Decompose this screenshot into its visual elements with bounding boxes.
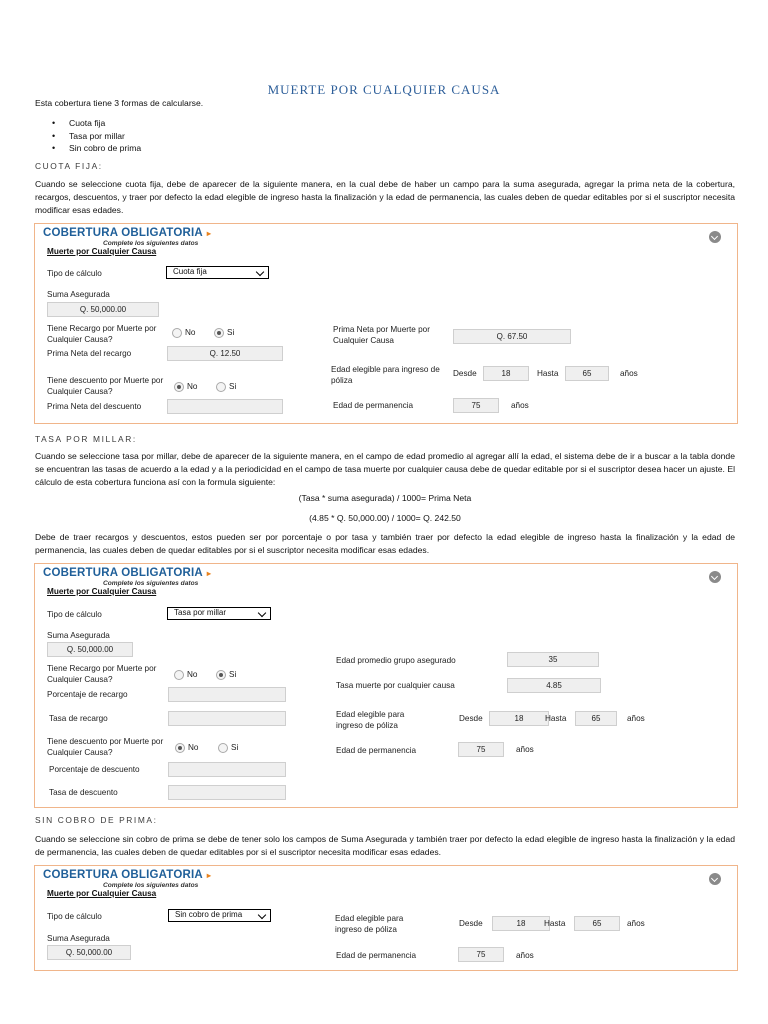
permanencia-label: Edad de permanencia xyxy=(336,746,417,755)
chevron-down-icon xyxy=(258,911,266,919)
suma-asegurada-label: Suma Asegurada xyxy=(47,290,110,299)
tasa-recargo-label: Tasa de recargo xyxy=(49,714,108,723)
chevron-down-icon[interactable] xyxy=(709,571,721,583)
desde-field[interactable]: 18 xyxy=(483,366,529,381)
section-heading-tasa-millar: TASA POR MILLAR: xyxy=(35,434,137,444)
panel-header: COBERTURA OBLIGATORIA ▸ xyxy=(43,869,212,881)
porcentaje-recargo-label: Porcentaje de recargo xyxy=(47,690,128,699)
porcentaje-descuento-label: Porcentaje de descuento xyxy=(49,765,140,774)
edad-promedio-label: Edad promedio grupo asegurado xyxy=(336,656,456,665)
recargo-si-radio[interactable] xyxy=(214,328,224,338)
descuento-no-label: No xyxy=(188,743,199,752)
tasa-recargo-field[interactable] xyxy=(168,711,286,726)
recargo-question: Tiene Recargo por Muerte por Cualquier Causa? xyxy=(47,324,157,344)
tipo-calculo-label: Tipo de cálculo xyxy=(47,912,102,921)
cobertura-panel-sin-cobro xyxy=(34,865,738,971)
recargo-no-radio[interactable] xyxy=(172,328,182,338)
arrow-right-icon: ▸ xyxy=(206,871,212,880)
anios-label: años xyxy=(516,951,534,960)
permanencia-field[interactable]: 75 xyxy=(458,947,504,962)
prima-neta-label: Prima Neta por Muerte por Cualquier Causa xyxy=(333,325,430,345)
hasta-field[interactable]: 65 xyxy=(565,366,609,381)
tipo-calculo-label: Tipo de cálculo xyxy=(47,610,102,619)
recargo-si-label: Si xyxy=(227,328,235,337)
desde-field[interactable]: 18 xyxy=(492,916,550,931)
descuento-question: Tiene descuento por Muerte por Cualquier Causa? xyxy=(47,376,164,396)
prima-neta-recargo-label: Prima Neta del recargo xyxy=(47,349,132,358)
tipo-calculo-select[interactable]: Cuota fija xyxy=(166,266,269,279)
desde-label: Desde xyxy=(453,369,477,378)
anios-label: años xyxy=(627,714,645,723)
list-item: • Tasa por millar xyxy=(52,130,141,143)
method-list xyxy=(52,117,141,155)
prima-neta-descuento-label: Prima Neta del descuento xyxy=(47,402,142,411)
tasa-muerte-label: Tasa muerte por cualquier causa xyxy=(336,681,455,690)
anios-label: años xyxy=(620,369,638,378)
suma-asegurada-label: Suma Asegurada xyxy=(47,631,110,640)
permanencia-label: Edad de permanencia xyxy=(333,401,414,410)
tasa-descuento-field[interactable] xyxy=(168,785,286,800)
edad-elegible-label: Edad elegible para ingreso de póliza xyxy=(331,365,440,385)
panel-subtitle: Complete los siguientes datos xyxy=(103,580,199,587)
anios-label: años xyxy=(516,745,534,754)
hasta-field[interactable]: 65 xyxy=(574,916,620,931)
porcentaje-recargo-field[interactable] xyxy=(168,687,286,702)
coverage-link[interactable]: Muerte por Cualquier Causa xyxy=(47,247,157,256)
suma-asegurada-field[interactable]: Q. 50,000.00 xyxy=(47,642,133,657)
cobertura-panel-tasa-millar xyxy=(34,563,738,808)
recargo-si-label: Si xyxy=(229,670,237,679)
list-item: • Sin cobro de prima xyxy=(52,142,141,155)
formula-general: (Tasa * suma asegurada) / 1000= Prima Neta xyxy=(298,493,472,503)
panel-header: COBERTURA OBLIGATORIA ▸ xyxy=(43,227,212,239)
permanencia-label: Edad de permanencia xyxy=(336,951,417,960)
coverage-link[interactable]: Muerte por Cualquier Causa xyxy=(47,587,157,596)
descuento-si-label: Si xyxy=(229,382,237,391)
suma-asegurada-label: Suma Asegurada xyxy=(47,934,110,943)
intro-text: Esta cobertura tiene 3 formas de calcularse. xyxy=(35,98,204,108)
section-heading-sin-cobro: SIN COBRO DE PRIMA: xyxy=(35,815,158,825)
tipo-calculo-select[interactable]: Sin cobro de prima xyxy=(168,909,271,922)
descuento-si-label: Si xyxy=(231,743,239,752)
hasta-label: Hasta xyxy=(545,714,567,723)
coverage-link[interactable]: Muerte por Cualquier Causa xyxy=(47,889,157,898)
cuota-fija-text: Cuando se seleccione cuota fija, debe de aparecer de la siguiente manera, en la cual debe de haber un campo para la suma asegurada, agregar la prima neta de la cobertura, recargos, descuentos, y traer por defecto la edad elegible de ingreso hasta la finalización y la edad de permanencia, las cuales deben de quedar editables por si el suscriptor necesita modificar esas edades. xyxy=(35,179,735,215)
tasa-muerte-field[interactable]: 4.85 xyxy=(507,678,601,693)
tasa-descuento-label: Tasa de descuento xyxy=(49,788,118,797)
descuento-question: Tiene descuento por Muerte por Cualquier Causa? xyxy=(47,737,164,757)
tasa-millar-text: Cuando se seleccione tasa por millar, debe de aparecer de la siguiente manera, en el campo de edad promedio al agregar allí la edad, el sistema debe de ir a buscar a la tabla donde se encuentran las tasas de acuerdo a la edad y a la periodicidad en el campo de tasa muerte por cualquier causa debe de quedar editable por si el suscriptor desea hacer un ajuste. El cálculo de esta cobertura funciona así con la formula siguiente: xyxy=(35,451,735,487)
edad-elegible-label: Edad elegible para ingreso de póliza xyxy=(335,914,404,934)
chevron-down-icon[interactable] xyxy=(709,873,721,885)
hasta-label: Hasta xyxy=(537,369,559,378)
recargo-si-radio[interactable] xyxy=(216,670,226,680)
recargo-no-radio[interactable] xyxy=(174,670,184,680)
section-heading-cuota-fija: CUOTA FIJA: xyxy=(35,161,103,171)
edad-elegible-label: Edad elegible para ingreso de póliza xyxy=(336,710,405,730)
descuento-no-radio[interactable] xyxy=(175,743,185,753)
suma-asegurada-field[interactable]: Q. 50,000.00 xyxy=(47,945,131,960)
panel-subtitle: Complete los siguientes datos xyxy=(103,882,199,889)
formula-example: (4.85 * Q. 50,000.00) / 1000= Q. 242.50 xyxy=(309,513,461,523)
chevron-down-icon[interactable] xyxy=(709,231,721,243)
recargo-no-label: No xyxy=(187,670,198,679)
cobertura-panel-cuota-fija xyxy=(34,223,738,424)
permanencia-field[interactable]: 75 xyxy=(453,398,499,413)
edad-promedio-field[interactable]: 35 xyxy=(507,652,599,667)
anios-label: años xyxy=(627,919,645,928)
sin-cobro-text: Cuando se seleccione sin cobro de prima se debe de tener solo los campos de Suma Asegurada y también traer por defecto la edad elegible de ingreso hasta la finalización y la edad de permanencia, las cuales deben de quedar editables por si el suscriptor necesita modificar esas edades. xyxy=(35,834,735,857)
porcentaje-descuento-field[interactable] xyxy=(168,762,286,777)
arrow-right-icon: ▸ xyxy=(206,229,212,238)
prima-neta-recargo-field[interactable]: Q. 12.50 xyxy=(167,346,283,361)
tipo-calculo-label: Tipo de cálculo xyxy=(47,269,102,278)
recargo-question: Tiene Recargo por Muerte por Cualquier Causa? xyxy=(47,664,157,684)
prima-neta-field[interactable]: Q. 67.50 xyxy=(453,329,571,344)
permanencia-field[interactable]: 75 xyxy=(458,742,504,757)
arrow-right-icon: ▸ xyxy=(206,569,212,578)
recargo-no-label: No xyxy=(185,328,196,337)
document-title: MUERTE POR CUALQUIER CAUSA xyxy=(267,82,501,97)
panel-header: COBERTURA OBLIGATORIA ▸ xyxy=(43,567,212,579)
panel-subtitle: Complete los siguientes datos xyxy=(103,240,199,247)
suma-asegurada-field[interactable]: Q. 50,000.00 xyxy=(47,302,159,317)
desde-field[interactable]: 18 xyxy=(489,711,549,726)
desde-label: Desde xyxy=(459,714,483,723)
list-item: • Cuota fija xyxy=(52,117,141,130)
hasta-field[interactable]: 65 xyxy=(575,711,617,726)
desde-label: Desde xyxy=(459,919,483,928)
chevron-down-icon xyxy=(258,609,266,617)
descuento-si-radio[interactable] xyxy=(216,382,226,392)
descuento-si-radio[interactable] xyxy=(218,743,228,753)
anios-label: años xyxy=(511,401,529,410)
prima-neta-descuento-field[interactable] xyxy=(167,399,283,414)
descuento-no-radio[interactable] xyxy=(174,382,184,392)
tipo-calculo-select[interactable]: Tasa por millar xyxy=(167,607,271,620)
chevron-down-icon xyxy=(256,268,264,276)
descuento-no-label: No xyxy=(187,382,198,391)
hasta-label: Hasta xyxy=(544,919,566,928)
tasa-millar-text-2: Debe de traer recargos y descuentos, estos pueden ser por porcentaje o por tasa y también traer por defecto la edad elegible de ingreso hasta la finalización y la edad de permanencia, las cuales deben de quedar editables por si el suscriptor necesita modificar esas edades. xyxy=(35,532,735,555)
